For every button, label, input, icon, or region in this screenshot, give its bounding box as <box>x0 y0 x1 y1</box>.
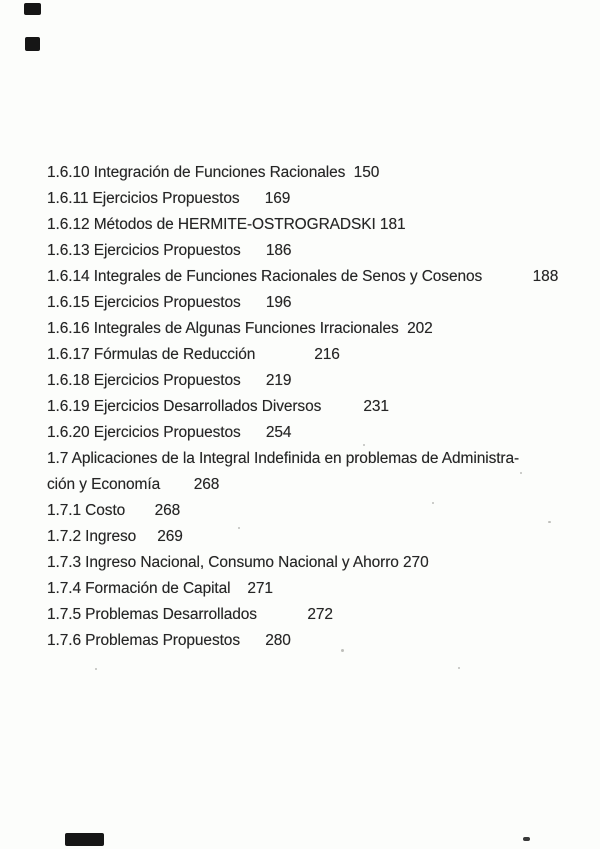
toc-entry <box>47 472 582 498</box>
toc-entry-gap <box>241 372 266 389</box>
toc-entry-page: 254 <box>265 424 292 441</box>
toc-entry-page: 188 <box>532 268 559 285</box>
toc-entry <box>47 212 582 238</box>
toc-entry-label: 1.6.11 Ejercicios Propuestos <box>47 190 240 207</box>
toc-entry-label: 1.7.3 Ingreso Nacional, Consumo Nacional y Ahorro <box>47 554 399 571</box>
toc-entry-gap <box>241 242 266 259</box>
toc-entry <box>47 524 582 550</box>
toc-entry <box>47 238 582 264</box>
toc-entry <box>47 550 582 576</box>
toc-entry-page: 271 <box>247 580 273 597</box>
toc-entry-page: 231 <box>363 398 389 415</box>
toc-entry <box>47 602 582 628</box>
toc-entry <box>47 394 582 420</box>
scan-artifact-top-mark-2 <box>25 37 40 51</box>
toc-entry-page: 186 <box>265 242 292 259</box>
toc-entry-label: 1.7.5 Problemas Desarrollados <box>47 606 257 623</box>
toc-entry-page: 219 <box>265 372 292 389</box>
toc-entry-gap <box>160 476 194 493</box>
toc-entry-gap <box>241 424 266 441</box>
toc-entry-label: 1.6.10 Integración de Funciones Racionales <box>47 164 346 181</box>
toc-entry-label: 1.6.13 Ejercicios Propuestos <box>47 242 241 259</box>
toc-entry-gap <box>482 268 532 285</box>
toc-entry-label: 1.6.17 Fórmulas de Reducción <box>47 346 256 363</box>
scan-dust-speck <box>95 668 97 670</box>
toc-entry-label: 1.7 Aplicaciones de la Integral Indefinida en problemas de Administra- <box>47 450 520 467</box>
toc-entry-label: 1.6.12 Métodos de HERMITE-OSTROGRADSKI <box>47 216 376 233</box>
toc-entry-label: 1.6.14 Integrales de Funciones Racionales de Senos y Cosenos <box>47 268 483 285</box>
toc-entry-page: 270 <box>403 554 429 571</box>
toc-entry-page: 196 <box>265 294 292 311</box>
toc-entry-gap <box>399 320 407 337</box>
toc-entry-page: 268 <box>193 476 220 493</box>
toc-entry <box>47 420 582 446</box>
toc-entry-label: 1.7.1 Costo <box>47 502 126 519</box>
toc-entry <box>47 368 582 394</box>
toc-entry <box>47 160 582 186</box>
toc-list <box>47 160 582 654</box>
toc-entry-gap <box>231 580 248 597</box>
toc-entry <box>47 264 582 290</box>
toc-entry-page: 272 <box>307 606 333 623</box>
toc-entry-label: 1.6.19 Ejercicios Desarrollados Diversos <box>47 398 322 415</box>
toc-entry-label: 1.6.16 Integrales de Algunas Funciones Irracionales <box>47 320 399 337</box>
scan-artifact-bottom-bar <box>65 833 104 846</box>
toc-entry <box>47 628 582 654</box>
toc-entry-label: 1.6.20 Ejercicios Propuestos <box>47 424 241 441</box>
toc-entry <box>47 446 582 472</box>
scan-artifact-top-mark-1 <box>24 3 41 15</box>
toc-entry-label: 1.6.18 Ejercicios Propuestos <box>47 372 241 389</box>
toc-entry-gap <box>240 632 265 649</box>
toc-entry-page: 202 <box>407 320 433 337</box>
toc-entry-page: 181 <box>379 216 406 233</box>
toc-entry-gap <box>240 190 265 207</box>
toc-entry <box>47 290 582 316</box>
toc-entry <box>47 498 582 524</box>
toc-entry-label: 1.7.4 Formación de Capital <box>47 580 231 597</box>
toc-entry-label: 1.7.2 Ingreso <box>47 528 137 545</box>
toc-entry-gap <box>255 346 314 363</box>
toc-entry-gap <box>321 398 363 415</box>
toc-entry-gap <box>125 502 154 519</box>
toc-entry-page: 150 <box>353 164 380 181</box>
toc-entry <box>47 316 582 342</box>
toc-entry-page: 216 <box>314 346 340 363</box>
toc-entry-label: 1.7.6 Problemas Propuestos <box>47 632 240 649</box>
toc-entry <box>47 186 582 212</box>
toc-entry-gap <box>345 164 353 181</box>
toc-entry-label: ción y Economía <box>47 476 161 493</box>
toc-entry-page: 269 <box>157 528 183 545</box>
scan-dust-speck <box>458 667 460 669</box>
toc-entry-gap <box>136 528 157 545</box>
toc-entry-label: 1.6.15 Ejercicios Propuestos <box>47 294 241 311</box>
toc-entry <box>47 576 582 602</box>
toc-entry-page: 280 <box>265 632 291 649</box>
toc-entry-gap <box>257 606 307 623</box>
toc-entry <box>47 342 582 368</box>
toc-entry-page: 169 <box>264 190 291 207</box>
scan-artifact-bottom-speck <box>523 837 530 841</box>
toc-entry-gap <box>241 294 266 311</box>
toc-entry-page: 268 <box>154 502 181 519</box>
